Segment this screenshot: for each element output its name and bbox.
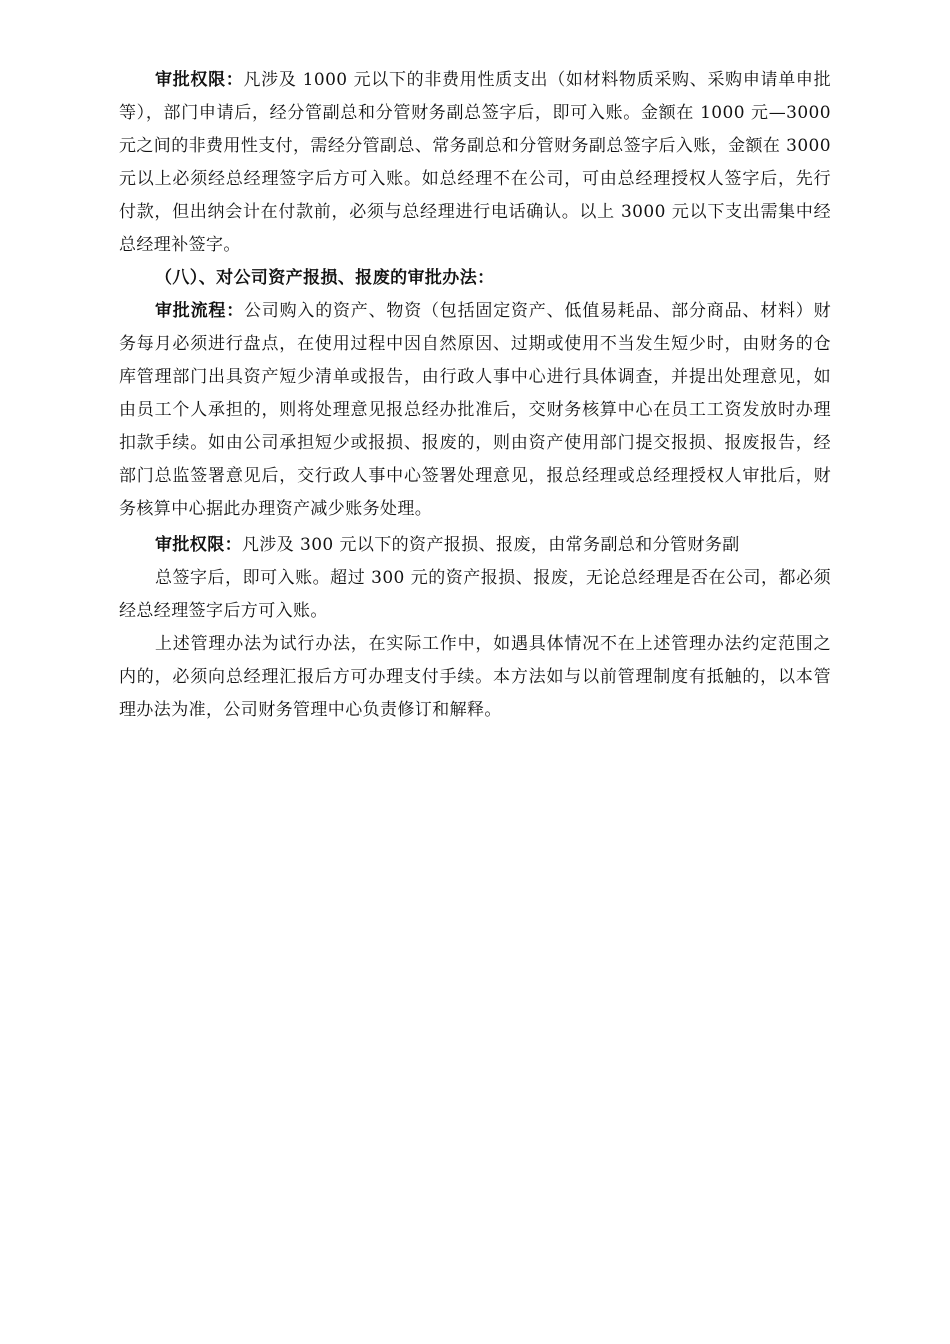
closing-paragraph: 上述管理办法为试行办法，在实际工作中，如遇具体情况不在上述管理办法约定范围之内的，必须向总经理汇报后方可办理支付手续。本方法如与以前管理制度有抵触的，以本管理办法为准，公司财务管理中心负责修订和解释。 [119,634,831,720]
asset-approval-authority-text: 凡涉及 300 元以下的资产报损、报废，由常务副总和分管财务副 [242,535,740,555]
approval-authority-label: 审批权限： [155,70,244,90]
approval-process-paragraph [119,295,831,526]
section-heading-asset-loss: （八）、对公司资产报损、报废的审批办法： [155,268,495,288]
asset-approval-authority-label: 审批权限： [155,535,242,555]
approval-process-text: 公司购入的资产、物资（包括固定资产、低值易耗品、部分商品、材料）财务每月必须进行盘点，在使用过程中因自然原因、过期或使用不当发生短少时，由财务的仓库管理部门出具资产短少清单或报告，由行政人事中心进行具体调查，并提出处理意见，如由员工个人承担的，则将处理意见报总经办批准后，交财务核算中心在员工工资发放时办理扣款手续。如由公司承担短少或报损、报废的，则由资产使用部门提交报损、报废报告，经部门总监签署意见后，交行政人事中心签署处理意见，报总经理或总经理授权人审批后，财务核算中心据此办理资产减少账务处理。 [119,301,831,519]
asset-approval-authority-continuation: 总签字后，即可入账。超过 300 元的资产报损、报废，无论总经理是否在公司，都必须经总经理签字后方可入账。 [119,568,831,621]
asset-approval-authority-paragraph [119,529,831,562]
approval-process-label: 审批流程： [155,301,244,321]
approval-authority-text: 凡涉及 1000 元以下的非费用性质支出（如材料物质采购、采购申请单申批等），部门申请后，经分管副总和分管财务副总签字后，即可入账。金额在 1000 元—3000 元之间的非费用性支付，需经分管副总、常务副总和分管财务副总签字后入账，金额在 3000 元以上必须经总经理签字后方可入账。如总经理不在公司，可由总经理授权人签字后，先行付款，但出纳会计在付款前，必须与总经理进行电话确认。以上 3000 元以下支出需集中经总经理补签字。 [119,70,831,255]
document-content [119,64,831,727]
approval-authority-expense-paragraph [119,64,831,262]
